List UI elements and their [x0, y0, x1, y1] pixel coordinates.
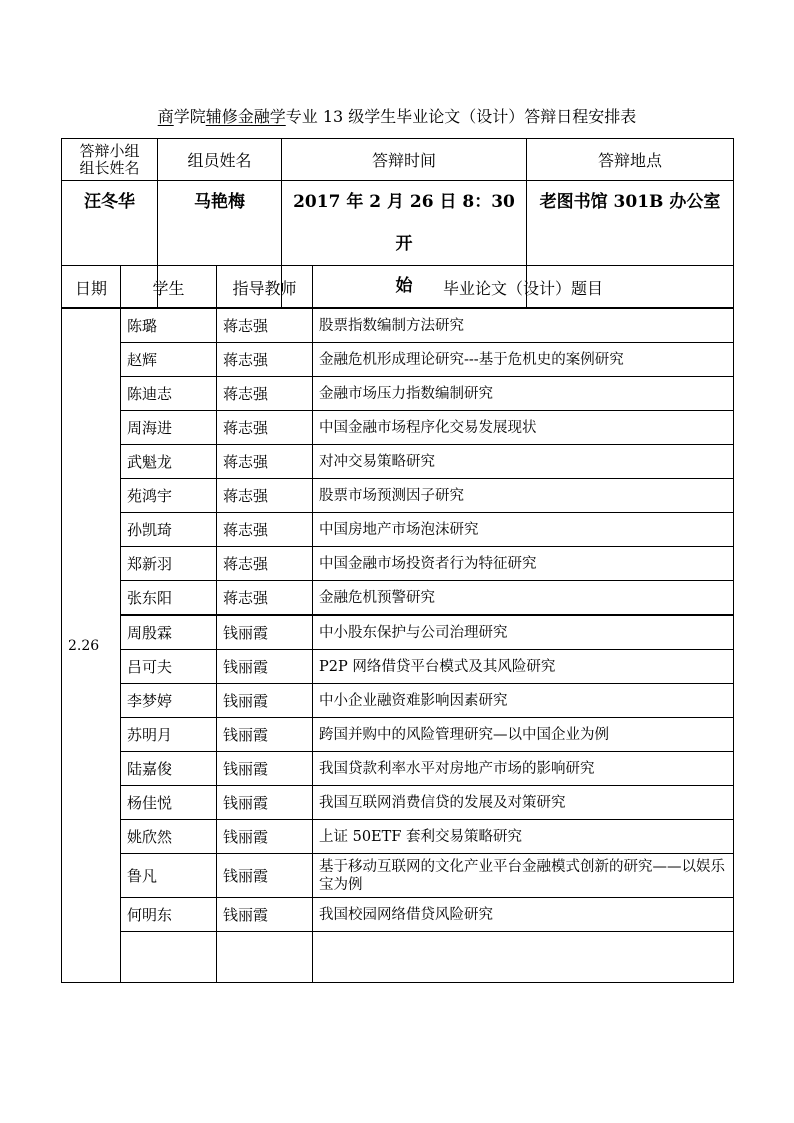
- student-name: 陈迪志: [121, 377, 217, 411]
- table-row: [62, 309, 734, 343]
- location-header: 答辩地点: [527, 139, 734, 181]
- page-title: [0, 106, 794, 128]
- leader-header: [62, 139, 158, 181]
- thesis-topic: 金融市场压力指数编制研究: [313, 377, 734, 411]
- school-suffix: 学院: [173, 107, 206, 126]
- thesis-topic: 我国贷款利率水平对房地产市场的影响研究: [313, 752, 734, 786]
- advisor-name: 蒋志强: [217, 411, 313, 445]
- school-name: 商: [157, 107, 174, 126]
- empty-cell: [313, 932, 734, 983]
- time-header: 答辩时间: [282, 139, 527, 181]
- student-name: 赵辉: [121, 343, 217, 377]
- student-name: 周海进: [121, 411, 217, 445]
- empty-cell: [121, 932, 217, 983]
- thesis-topic: 股票市场预测因子研究: [313, 479, 734, 513]
- thesis-topic: 金融危机形成理论研究---基于危机史的案例研究: [313, 343, 734, 377]
- student-name: 周殷霖: [121, 615, 217, 650]
- schedule-table: [61, 265, 734, 983]
- student-name: 何明东: [121, 898, 217, 932]
- advisor-name: 蒋志强: [217, 377, 313, 411]
- advisor-name: 蒋志强: [217, 479, 313, 513]
- date-cell: 2.26: [62, 309, 121, 983]
- table-row: [62, 377, 734, 411]
- advisor-name: 钱丽霞: [217, 684, 313, 718]
- location-value: 老图书馆 301B 办公室: [527, 181, 734, 308]
- members-header: 组员姓名: [158, 139, 282, 181]
- table-row: [62, 898, 734, 932]
- thesis-topic: 股票指数编制方法研究: [313, 309, 734, 343]
- thesis-topic: 基于移动互联网的文化产业平台金融模式创新的研究——以娱乐宝为例: [313, 854, 734, 898]
- thesis-topic: 金融危机预警研究: [313, 581, 734, 616]
- leader-value: 汪冬华: [62, 181, 158, 308]
- student-header: 学生: [121, 266, 217, 309]
- advisor-name: 蒋志强: [217, 513, 313, 547]
- table-row: [62, 615, 734, 650]
- time-value-line2: 始: [395, 276, 413, 296]
- student-name: 吕可夫: [121, 650, 217, 684]
- advisor-name: 蒋志强: [217, 547, 313, 581]
- table-row: [62, 581, 734, 616]
- thesis-topic: P2P 网络借贷平台模式及其风险研究: [313, 650, 734, 684]
- student-name: 孙凯琦: [121, 513, 217, 547]
- table-row: [62, 752, 734, 786]
- advisor-name: 钱丽霞: [217, 854, 313, 898]
- thesis-topic: 中国金融市场投资者行为特征研究: [313, 547, 734, 581]
- table-row: [62, 854, 734, 898]
- thesis-topic: 我国校园网络借贷风险研究: [313, 898, 734, 932]
- student-name: 李梦婷: [121, 684, 217, 718]
- thesis-topic: 我国互联网消费信贷的发展及对策研究: [313, 786, 734, 820]
- thesis-topic: 跨国并购中的风险管理研究—以中国企业为例: [313, 718, 734, 752]
- members-value: 马艳梅: [158, 181, 282, 308]
- thesis-topic: 中国金融市场程序化交易发展现状: [313, 411, 734, 445]
- leader-header-line1: 答辩小组: [79, 141, 140, 160]
- date-header: 日期: [62, 266, 121, 309]
- advisor-name: 蒋志强: [217, 309, 313, 343]
- student-name: 陈璐: [121, 309, 217, 343]
- advisor-name: 钱丽霞: [217, 786, 313, 820]
- table-row: [62, 513, 734, 547]
- advisor-name: 钱丽霞: [217, 650, 313, 684]
- student-name: 张东阳: [121, 581, 217, 616]
- advisor-name: 蒋志强: [217, 581, 313, 616]
- table-row: [62, 650, 734, 684]
- thesis-topic: 上证 50ETF 套利交易策略研究: [313, 820, 734, 854]
- table-row: [62, 718, 734, 752]
- table-row: [62, 343, 734, 377]
- thesis-topic: 中国房地产市场泡沫研究: [313, 513, 734, 547]
- thesis-topic: 中小企业融资难影响因素研究: [313, 684, 734, 718]
- time-value-line1: 2017 年 2 月 26 日 8：30 开: [293, 192, 515, 254]
- topic-header: 毕业论文（设计）题目: [313, 266, 734, 309]
- thesis-topic: 对冲交易策略研究: [313, 445, 734, 479]
- advisor-name: 钱丽霞: [217, 718, 313, 752]
- table-row: [62, 411, 734, 445]
- table-row: [62, 479, 734, 513]
- advisor-name: 钱丽霞: [217, 820, 313, 854]
- student-name: 苑鸿宇: [121, 479, 217, 513]
- student-name: 杨佳悦: [121, 786, 217, 820]
- student-name: 郑新羽: [121, 547, 217, 581]
- student-name: 陆嘉俊: [121, 752, 217, 786]
- major-name: 辅修金融学: [205, 107, 286, 126]
- student-name: 苏明月: [121, 718, 217, 752]
- advisor-name: 蒋志强: [217, 343, 313, 377]
- committee-header-row: [62, 139, 734, 181]
- advisor-name: 蒋志强: [217, 445, 313, 479]
- student-name: 武魁龙: [121, 445, 217, 479]
- student-name: 鲁凡: [121, 854, 217, 898]
- advisor-name: 钱丽霞: [217, 898, 313, 932]
- table-row: [62, 547, 734, 581]
- leader-header-line2: 组长姓名: [79, 158, 140, 177]
- advisor-header: 指导教师: [217, 266, 313, 309]
- title-rest: 专业 13 级学生毕业论文（设计）答辩日程安排表: [285, 107, 637, 126]
- empty-row: [62, 932, 734, 983]
- thesis-topic: 中小股东保护与公司治理研究: [313, 615, 734, 650]
- advisor-name: 钱丽霞: [217, 615, 313, 650]
- table-row: [62, 820, 734, 854]
- empty-cell: [217, 932, 313, 983]
- table-row: [62, 684, 734, 718]
- schedule-header-row: [62, 266, 734, 309]
- table-row: [62, 445, 734, 479]
- table-row: [62, 786, 734, 820]
- advisor-name: 钱丽霞: [217, 752, 313, 786]
- student-name: 姚欣然: [121, 820, 217, 854]
